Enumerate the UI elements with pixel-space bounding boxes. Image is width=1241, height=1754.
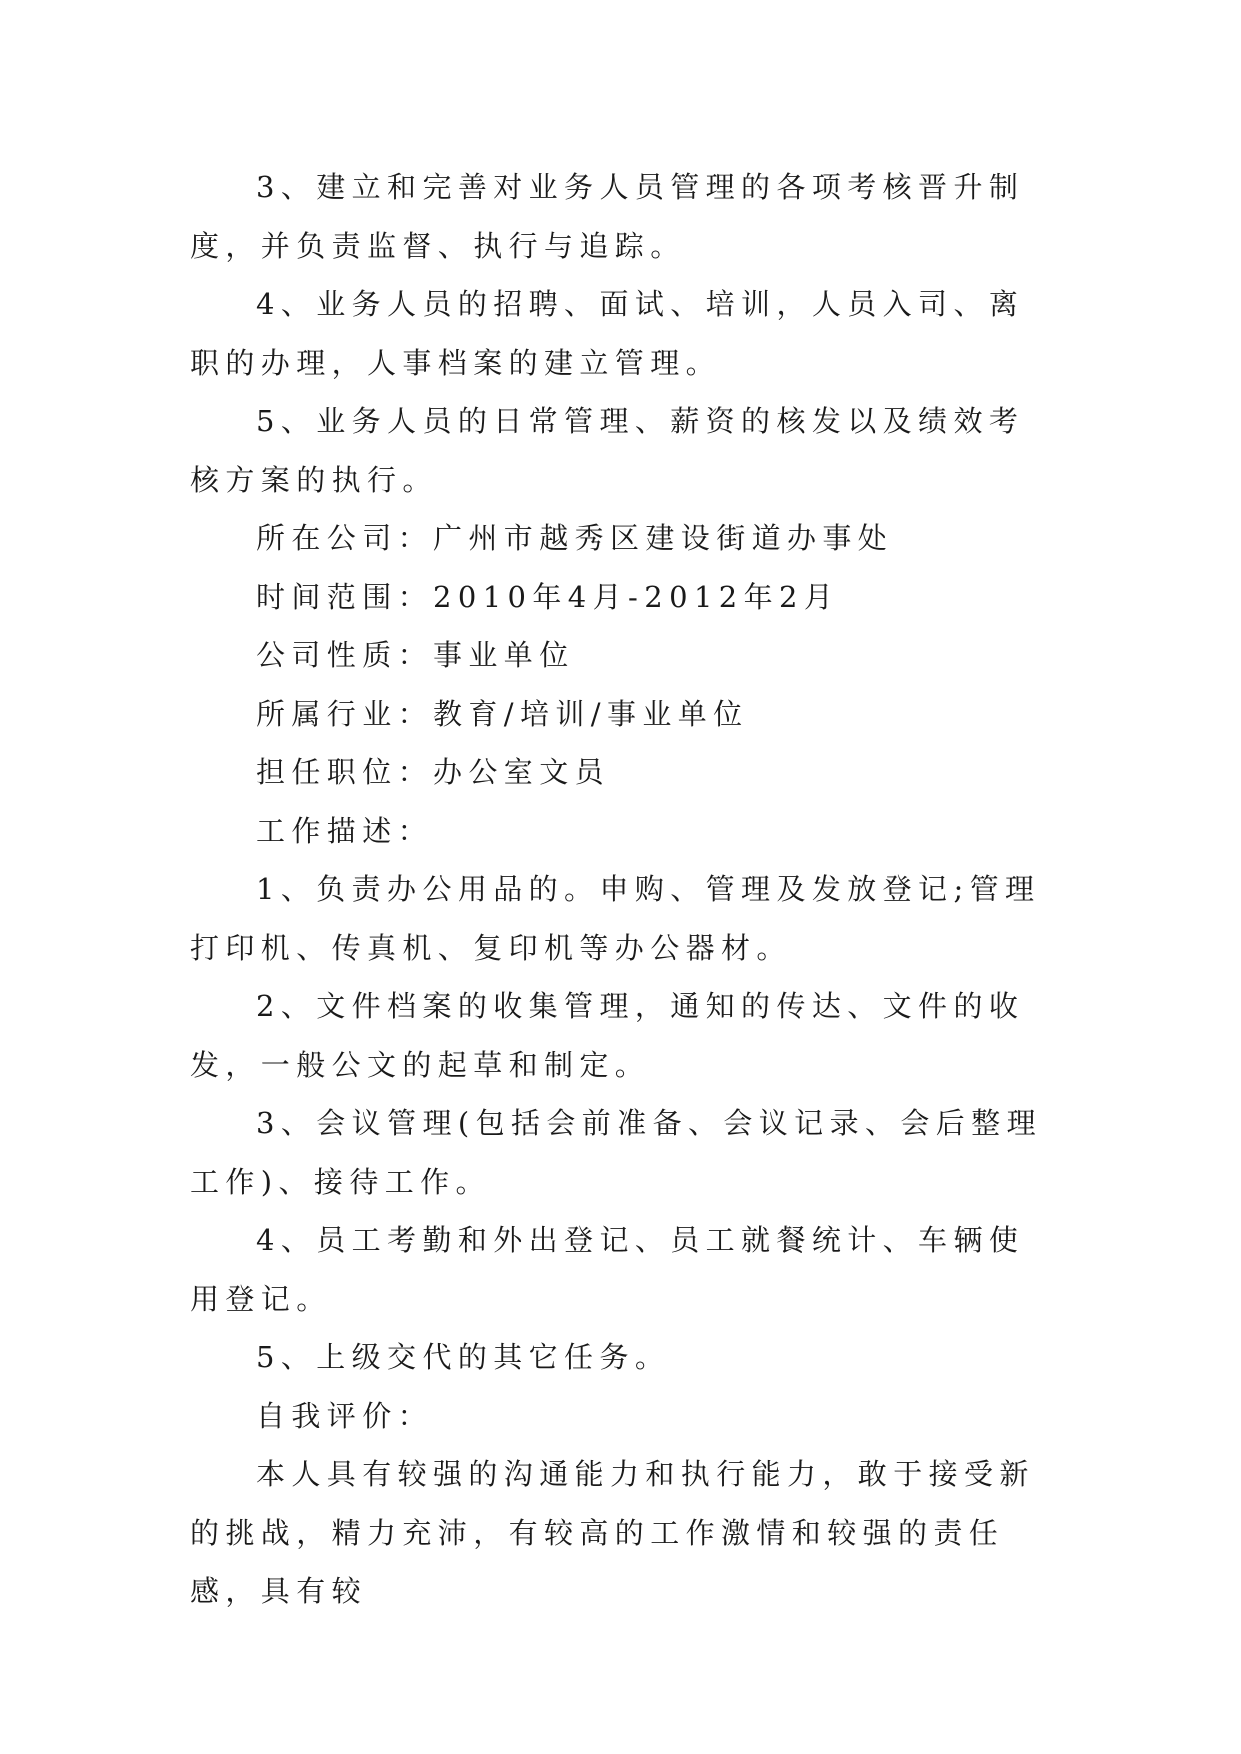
field-company: 所在公司：广州市越秀区建设街道办事处 bbox=[256, 521, 894, 555]
paragraph-job-3: 3、会议管理(包括会前准备、会议记录、会后整理工作)、接待工作。 bbox=[190, 1106, 1042, 1199]
paragraph-duty-3: 3、建立和完善对业务人员管理的各项考核晋升制度，并负责监督、执行与追踪。 bbox=[190, 170, 1025, 263]
paragraph-job-4: 4、员工考勤和外出登记、员工就餐统计、车辆使用登记。 bbox=[190, 1223, 1025, 1316]
paragraph-self-evaluation: 本人具有较强的沟通能力和执行能力，敢于接受新的挑战，精力充沛，有较高的工作激情和较强的责任感，具有较 bbox=[190, 1457, 1035, 1608]
section-heading-job-description: 工作描述： bbox=[256, 813, 434, 848]
section-heading-self-evaluation: 自我评价： bbox=[256, 1398, 434, 1433]
field-company-type: 公司性质：事业单位 bbox=[256, 638, 575, 672]
paragraph-job-2: 2、文件档案的收集管理，通知的传达、文件的收发，一般公文的起草和制定。 bbox=[190, 989, 1025, 1082]
paragraph-job-1: 1、负责办公用品的。申购、管理及发放登记;管理打印机、传真机、复印机等办公器材。 bbox=[190, 872, 1041, 965]
field-industry: 所属行业：教育/培训/事业单位 bbox=[256, 696, 749, 731]
paragraph-duty-5: 5、业务人员的日常管理、薪资的核发以及绩效考核方案的执行。 bbox=[190, 404, 1025, 497]
field-period: 时间范围：2010年4月-2012年2月 bbox=[256, 579, 840, 614]
field-position: 担任职位：办公室文员 bbox=[256, 755, 611, 789]
paragraph-job-5: 5、上级交代的其它任务。 bbox=[256, 1340, 671, 1374]
paragraph-duty-4: 4、业务人员的招聘、面试、培训，人员入司、离职的办理，人事档案的建立管理。 bbox=[190, 287, 1025, 380]
